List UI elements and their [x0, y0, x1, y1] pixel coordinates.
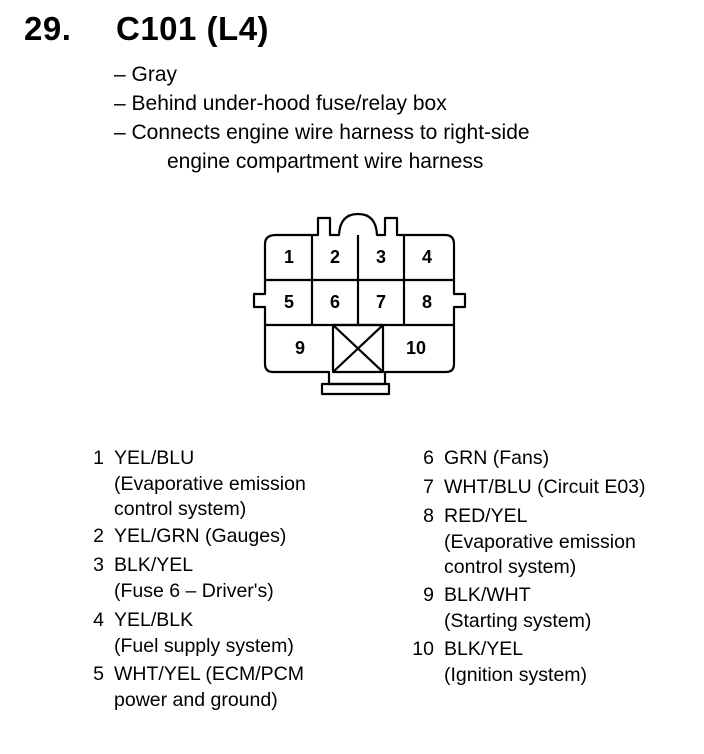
pin-5-desc: power and ground): [114, 688, 278, 711]
cavity-7: 7: [375, 292, 387, 312]
cavity-4: 4: [421, 247, 433, 267]
pin-number: 10: [412, 638, 434, 660]
description-location: – Behind under-hood fuse/relay box: [114, 92, 447, 115]
connector-latch: [322, 384, 389, 394]
pin-8-desc-cont: control system): [444, 556, 577, 578]
cavity-10: 10: [405, 338, 427, 358]
pin-number: 2: [93, 525, 104, 547]
pin-number: 7: [423, 476, 434, 498]
pin-3-wire: BLK/YEL: [114, 554, 194, 576]
pin-3-desc: (Fuse 6 – Driver's): [114, 579, 274, 602]
pin-7-wire: WHT/BLU (Circuit E03): [444, 476, 646, 498]
pin-2-wire: YEL/GRN (Gauges): [114, 525, 287, 547]
pin-number: 6: [423, 447, 434, 469]
pin-9-desc: (Starting system): [444, 609, 592, 632]
pin-1-wire: YEL/BLU: [114, 447, 195, 469]
pin-1-desc-cont: control system): [114, 498, 247, 520]
pin-6-wire: GRN (Fans): [444, 447, 550, 469]
pin-10-desc: (Ignition system): [444, 663, 588, 686]
pin-8-wire: RED/YEL: [444, 505, 528, 527]
cavity-8: 8: [421, 292, 433, 312]
pin-9-wire: BLK/WHT: [444, 584, 531, 606]
pin-number: 4: [93, 609, 104, 631]
pin-4-wire: YEL/BLK: [114, 609, 194, 631]
pin-5-wire: WHT/YEL (ECM/PCM: [114, 663, 304, 685]
cavity-6: 6: [329, 292, 341, 312]
cavity-2: 2: [329, 247, 341, 267]
connector-title: C101 (L4): [116, 10, 270, 47]
cavity-5: 5: [283, 292, 295, 312]
description-connects-continued: engine compartment wire harness: [167, 150, 484, 173]
pin-number: 5: [93, 663, 104, 685]
cavity-9: 9: [294, 338, 306, 358]
cavity-3: 3: [375, 247, 387, 267]
pin-1-desc: (Evaporative emission: [114, 472, 306, 495]
pin-number: 1: [93, 447, 104, 469]
section-number: 29.: [24, 10, 72, 47]
description-color: – Gray: [114, 63, 178, 86]
pin-4-desc: (Fuel supply system): [114, 634, 294, 657]
description-connects: – Connects engine wire harness to right-side: [114, 121, 530, 144]
pin-10-wire: BLK/YEL: [444, 638, 524, 660]
pin-number: 3: [93, 554, 104, 576]
pin-number: 9: [423, 584, 434, 606]
pin-8-desc: (Evaporative emission: [444, 530, 636, 553]
pin-number: 8: [423, 505, 434, 527]
cavity-1: 1: [283, 247, 295, 267]
